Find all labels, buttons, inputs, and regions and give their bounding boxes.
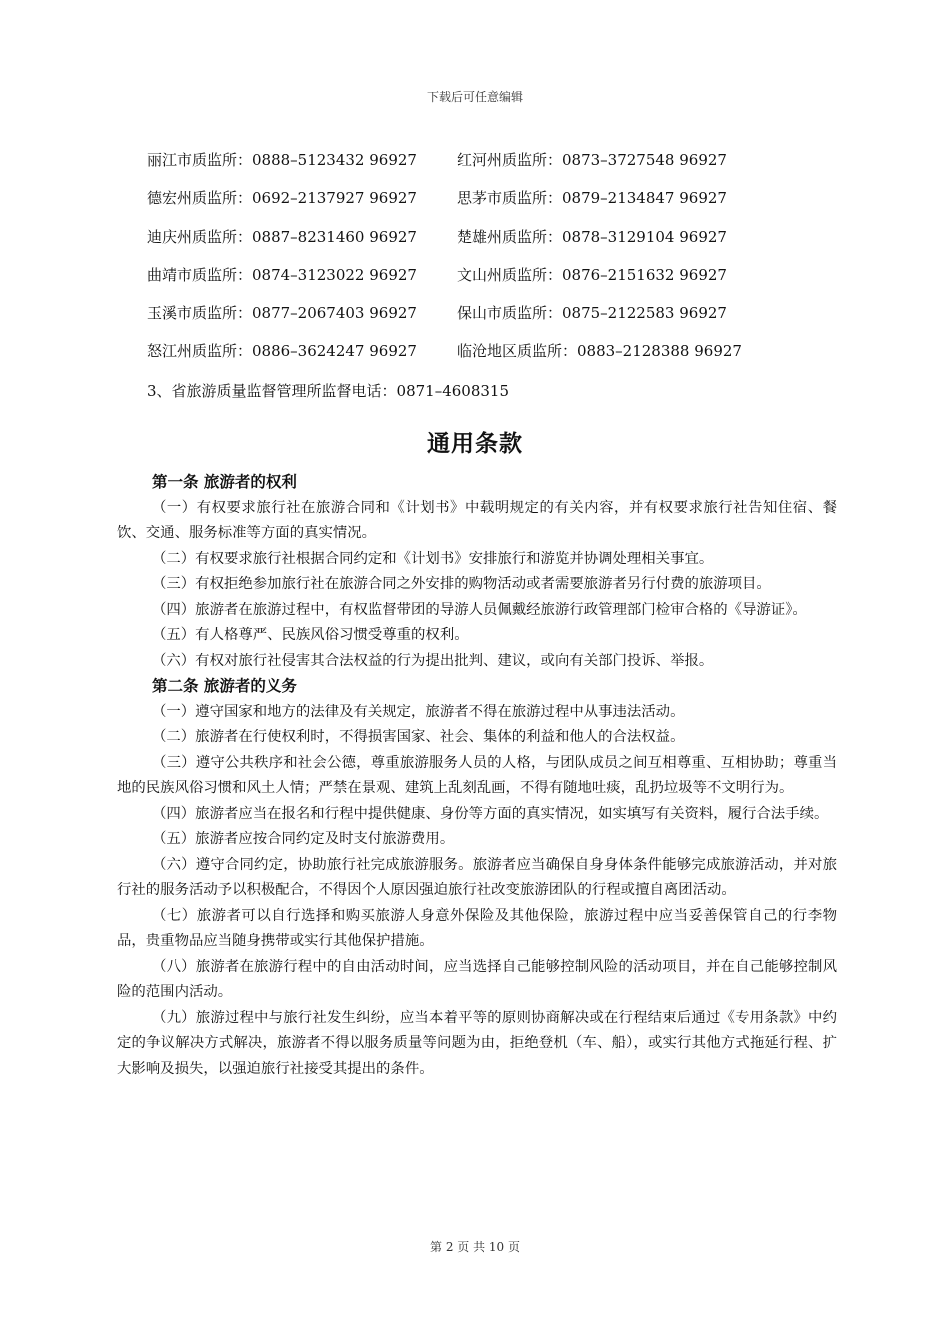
clause-paragraph: （八）旅游者在旅游行程中的自由活动时间，应当选择自己能够控制风险的活动项目，并在自己能够控制风险的范围内活动。 [117, 958, 837, 1000]
contact-row [147, 303, 847, 341]
contact-right: 楚雄州质监所：0878–3129104 96927 [457, 227, 727, 246]
clause-paragraph: （四）旅游者应当在报名和行程中提供健康、身份等方面的真实情况，如实填写有关资料，履行合法手续。 [152, 805, 829, 822]
terms-content [117, 470, 837, 1082]
clause-paragraph: （九）旅游过程中与旅行社发生纠纷，应当本着平等的原则协商解决或在行程结束后通过《专用条款》中约定的争议解决方式解决，旅游者不得以服务质量等问题为由，拒绝登机（车、船），或实行其他方式拖延行程、扩大影响及损失，以强迫旅行社接受其提出的条件。 [117, 1009, 837, 1077]
clause-paragraph: （二）旅游者在行使权利时，不得损害国家、社会、集体的利益和他人的合法权益。 [152, 729, 685, 745]
clause-paragraph: （五）旅游者应按合同约定及时支付旅游费用。 [152, 831, 455, 847]
article-heading: 第一条 旅游者的权利 [152, 473, 297, 491]
contact-row [147, 150, 847, 188]
clause-paragraph: （六）遵守合同约定，协助旅行社完成旅游服务。旅游者应当确保自身身体条件能够完成旅游活动，并对旅行社的服务活动予以积极配合，不得因个人原因强迫旅行社改变旅游团队的行程或擅自离团活动。 [117, 856, 837, 898]
contact-row [147, 341, 847, 379]
page-title: 通用条款 [427, 431, 523, 457]
contact-right: 思茅市质监所：0879–2134847 96927 [457, 189, 727, 208]
supervise-phone: 3、省旅游质量监督管理所监督电话：0871–4608315 [147, 382, 510, 400]
contact-right: 保山市质监所：0875–2122583 96927 [457, 304, 727, 323]
contact-right: 红河州质监所：0873–3727548 96927 [457, 151, 727, 169]
article-heading: 第二条 旅游者的义务 [152, 677, 297, 695]
clause-paragraph: （七）旅游者可以自行选择和购买旅游人身意外保险及其他保险，旅游过程中应当妥善保管自己的行李物品，贵重物品应当随身携带或实行其他保护措施。 [117, 907, 837, 949]
contact-left: 德宏州质监所：0692–2137927 96927 [147, 189, 417, 208]
clause-paragraph: （一）遵守国家和地方的法律及有关规定，旅游者不得在旅游过程中从事违法活动。 [152, 703, 685, 720]
clause-paragraph: （二）有权要求旅行社根据合同约定和《计划书》安排旅行和游览并协调处理相关事宜。 [152, 550, 714, 567]
contact-left: 丽江市质监所：0888–5123432 96927 [147, 151, 417, 169]
contact-row [147, 227, 847, 265]
clause-paragraph: （四）旅游者在旅游过程中，有权监督带团的导游人员佩戴经旅游行政管理部门检审合格的《导游证》。 [152, 601, 807, 618]
contact-right: 临沧地区质监所：0883–2128388 96927 [457, 342, 742, 361]
clause-paragraph: （五）有人格尊严、民族风俗习惯受尊重的权利。 [152, 627, 469, 643]
clause-paragraph: （三）遵守公共秩序和社会公德，尊重旅游服务人员的人格，与团队成员之间互相尊重、互相协助；尊重当地的民族风俗习惯和风土人情；严禁在景观、建筑上乱刻乱画，不得有随地吐痰，乱扔垃圾等不文明行为。 [117, 754, 837, 796]
contact-right: 文山州质监所：0876–2151632 96927 [457, 265, 727, 284]
clause-paragraph: （三）有权拒绝参加旅行社在旅游合同之外安排的购物活动或者需要旅游者另行付费的旅游项目。 [152, 576, 771, 592]
contact-left: 迪庆州质监所：0887–8231460 96927 [147, 227, 417, 246]
contact-row [147, 188, 847, 226]
contact-list [147, 150, 847, 380]
clause-paragraph: （一）有权要求旅行社在旅游合同和《计划书》中载明规定的有关内容，并有权要求旅行社告知住宿、餐饮、交通、服务标准等方面的真实情况。 [117, 499, 837, 541]
page-footer: 第 2 页 共 10 页 [430, 1240, 520, 1254]
contact-row [147, 265, 847, 303]
clause-paragraph: （六）有权对旅行社侵害其合法权益的行为提出批判、建议，或向有关部门投诉、举报。 [152, 652, 714, 669]
page-header: 下载后可任意编辑 [426, 90, 523, 104]
contact-left: 怒江州质监所：0886–3624247 96927 [147, 342, 417, 361]
contact-left: 玉溪市质监所：0877–2067403 96927 [147, 304, 417, 323]
contact-left: 曲靖市质监所：0874–3123022 96927 [147, 265, 417, 284]
